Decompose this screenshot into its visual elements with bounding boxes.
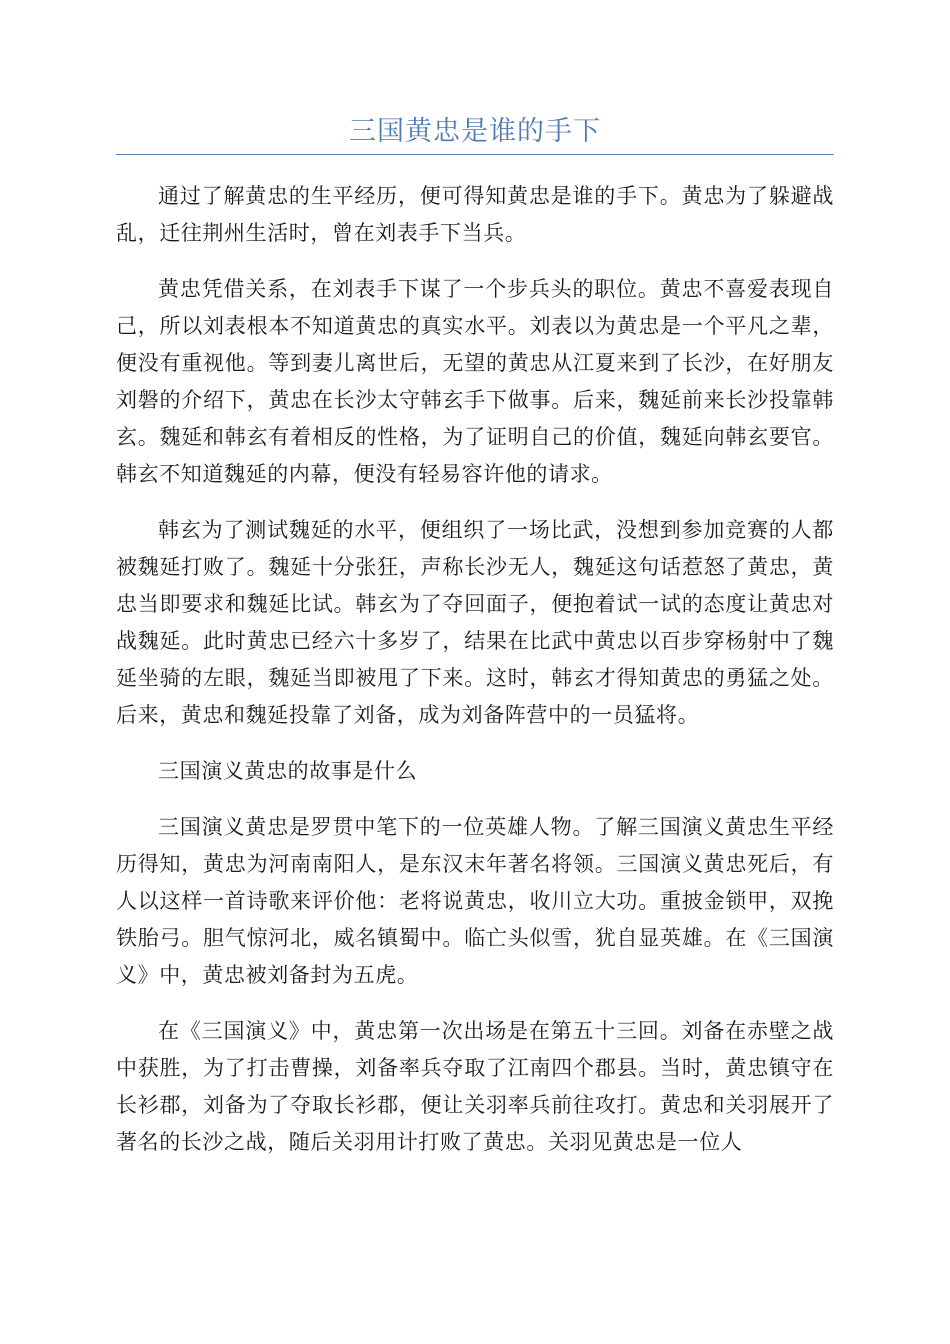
paragraph-2: 黄忠凭借关系，在刘表手下谋了一个步兵头的职位。黄忠不喜爱表现自己，所以刘表根本不知道黄忠的真实水平。刘表以为黄忠是一个平凡之辈，便没有重视他。等到妻儿离世后，无望的黄忠从江夏来到了长沙，在好朋友刘磐的介绍下，黄忠在长沙太守韩玄手下做事。后来，魏延前来长沙投靠韩玄。魏延和韩玄有着相反的性格，为了证明自己的价值，魏延向韩玄要官。韩玄不知道魏延的内幕，便没有轻易容许他的请求。 (116, 277, 834, 486)
title-underline-divider (116, 154, 834, 155)
section-heading: 三国演义黄忠的故事是什么 (158, 759, 418, 783)
paragraph-4: 三国演义黄忠是罗贯中笔下的一位英雄人物。了解三国演义黄忠生平经历得知，黄忠为河南南阳人，是东汉末年著名将领。三国演义黄忠死后，有人以这样一首诗歌来评价他：老将说黄忠，收川立大功。重披金锁甲，双挽铁胎弓。胆气惊河北，威名镇蜀中。临亡头似雪，犹自显英雄。在《三国演义》中，黄忠被刘备封为五虎。 (116, 815, 834, 987)
document-body (116, 178, 834, 1180)
paragraph-3: 韩玄为了测试魏延的水平，便组织了一场比武，没想到参加竞赛的人都被魏延打败了。魏延十分张狂，声称长沙无人，魏延这句话惹怒了黄忠，黄忠当即要求和魏延比试。韩玄为了夺回面子，便抱着试一试的态度让黄忠对战魏延。此时黄忠已经六十多岁了，结果在比武中黄忠以百步穿杨射中了魏延坐骑的左眼，魏延当即被甩了下来。这时，韩玄才得知黄忠的勇猛之处。后来，黄忠和魏延投靠了刘备，成为刘备阵营中的一员猛将。 (116, 518, 834, 727)
paragraph-1: 通过了解黄忠的生平经历，便可得知黄忠是谁的手下。黄忠为了躲避战乱，迁往荆州生活时，曾在刘表手下当兵。 (116, 184, 834, 245)
page-title: 三国黄忠是谁的手下 (349, 116, 601, 147)
paragraph-5: 在《三国演义》中，黄忠第一次出场是在第五十三回。刘备在赤壁之战中获胜，为了打击曹操，刘备率兵夺取了江南四个郡县。当时，黄忠镇守在长衫郡，刘备为了夺取长衫郡，便让关羽率兵前往攻打。黄忠和关羽展开了著名的长沙之战，随后关羽用计打败了黄忠。关羽见黄忠是一位人 (116, 1019, 834, 1154)
